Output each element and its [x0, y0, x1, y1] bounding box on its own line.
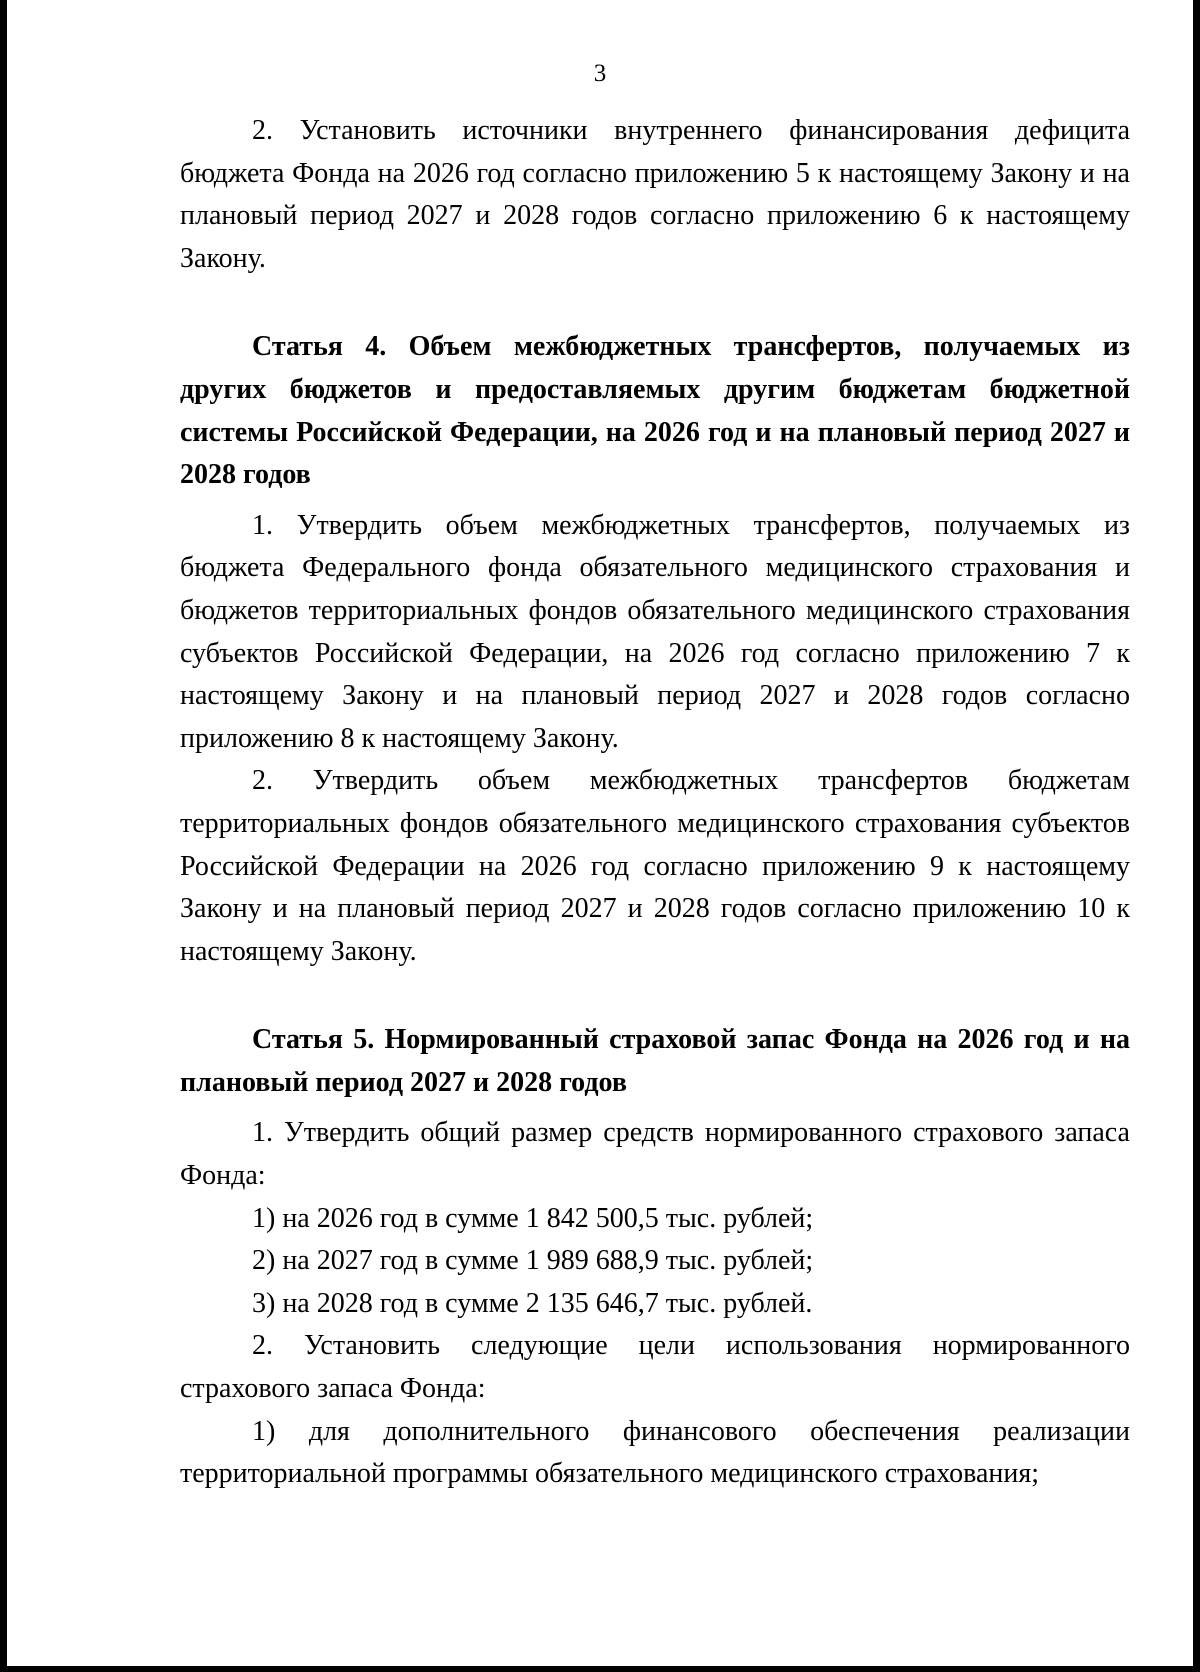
- article5-list-item: 1) на 2026 год в сумме 1 842 500,5 тыс. рублей;: [252, 1202, 814, 1234]
- article3-paragraph-2: 2. Установить источники внутреннего финансирования дефицита бюджета Фонда на 2026 год согласно приложению 5 к настоящему Закону и на плановый период 2027 и 2028 годов согласно приложению 6 к настоящему Закону.: [180, 115, 1130, 274]
- article4-paragraph-2: 2. Утвердить объем межбюджетных трансфертов бюджетам территориальных фондов обязательного медицинского страхования субъектов Российской Федерации на 2026 год согласно приложению 9 к настоящему Закону и на плановый период 2027 и 2028 годов согласно приложению 10 к настоящему Закону.: [180, 765, 1130, 967]
- article5-paragraph-1: 1. Утвердить общий размер средств нормированного страхового запаса Фонда:: [180, 1117, 1130, 1192]
- heading-spacer: [180, 1104, 1130, 1112]
- document-body: [180, 110, 1130, 1496]
- article4-paragraph-1: 1. Утвердить объем межбюджетных трансфертов, получаемых из бюджета Федерального фонда обязательного медицинского страхования и бюджетов территориальных фондов обязательного медицинского страхования субъектов Российской Федерации, на 2026 год согласно приложению 7 к настоящему Закону и на плановый период 2027 и 2028 годов согласно приложению 8 к настоящему Закону.: [180, 509, 1130, 754]
- section-spacer: [180, 280, 1130, 326]
- article5-list-item: 3) на 2028 год в сумме 2 135 646,7 тыс. рублей.: [252, 1287, 813, 1319]
- heading-spacer: [180, 497, 1130, 505]
- article4-heading: Статья 4. Объем межбюджетных трансфертов, получаемых из других бюджетов и предоставляемых другим бюджетам бюджетной системы Российской Федерации, на 2026 год и на плановый период 2027 и 2028 годов: [180, 331, 1130, 491]
- article5-paragraph-2: 2. Установить следующие цели использования нормированного страхового запаса Фонда:: [180, 1330, 1130, 1405]
- article5-list-item: 2) на 2027 год в сумме 1 989 688,9 тыс. рублей;: [252, 1245, 814, 1277]
- article5-heading: Статья 5. Нормированный страховой запас Фонда на 2026 год и на плановый период 2027 и 2028 годов: [180, 1024, 1130, 1098]
- page-number: 3: [593, 60, 607, 87]
- article5-list-item: 1) для дополнительного финансового обеспечения реализации территориальной программы обязательного медицинского страхования;: [180, 1415, 1130, 1490]
- scan-border-bottom: [0, 1666, 1200, 1672]
- scan-border-left: [0, 0, 7, 1672]
- section-spacer: [180, 973, 1130, 1019]
- scan-border-right: [1193, 0, 1200, 1672]
